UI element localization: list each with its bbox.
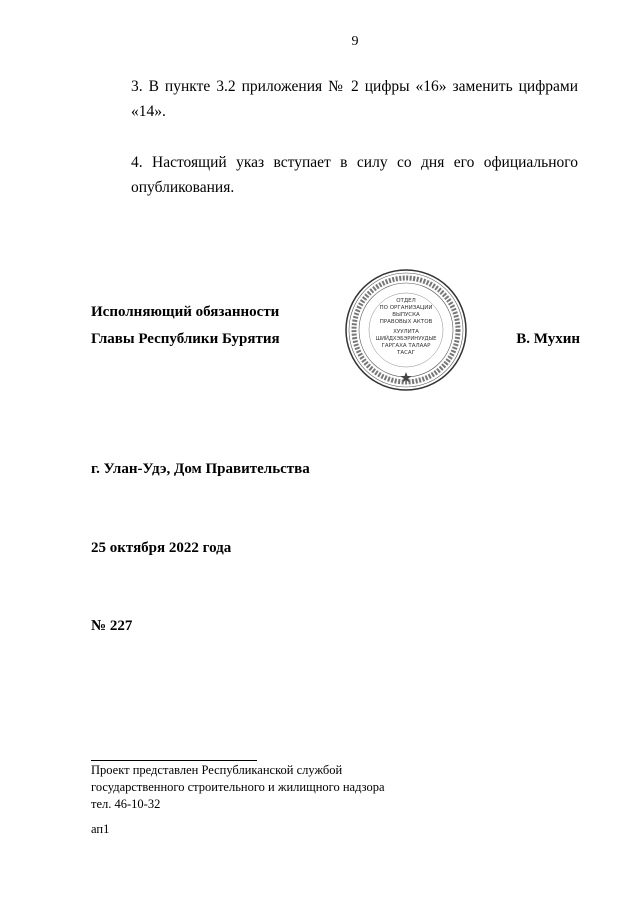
stamp-line8: ТАСАГ [396, 350, 416, 356]
paragraph-4 [91, 150, 578, 200]
official-seal [344, 268, 468, 392]
stamp-line5: ХУУЛИТА [393, 329, 419, 335]
signatory-title-line1: Исполняющий обязанности [91, 304, 280, 320]
footnote-line3: тел. 46-10-32 [91, 797, 161, 811]
stamp-line6: ШИЙДХЭБЭРИНУУДЫЕ [375, 336, 437, 342]
place-of-signing: г. Улан-Удэ, Дом Правительства [91, 461, 310, 477]
stamp-line2: ПО ОРГАНИЗАЦИИ [379, 305, 433, 311]
stamp-line4: ПРАВОВЫХ АКТОВ [379, 319, 433, 325]
signatory-title-line2: Главы Республики Бурятия [91, 331, 280, 347]
paragraph-3-text: 3. В пункте 3.2 приложения № 2 цифры «16» заменить цифрами «14». [131, 78, 578, 120]
signatory-name: В. Мухин [516, 331, 580, 347]
stamp-line3: ВЫПУСКА [392, 312, 420, 318]
paragraph-4-text: 4. Настоящий указ вступает в силу со дня его официального опубликования. [131, 154, 578, 196]
document-code: ап1 [91, 822, 110, 836]
document-number: № 227 [91, 618, 133, 634]
footnote-line1: Проект представлен Республиканской службой [91, 763, 343, 777]
stamp-line7: ГАРГАХА ТАЛААР [381, 343, 431, 349]
footnote [91, 762, 385, 813]
document-date: 25 октября 2022 года [91, 540, 232, 556]
stamp-line1: ОТДЕЛ [396, 298, 416, 304]
footnote-line2: государственного строительного и жилищного надзора [91, 780, 385, 794]
paragraph-3 [91, 74, 578, 124]
page-number: 9 [351, 34, 359, 49]
footnote-divider [91, 760, 257, 761]
